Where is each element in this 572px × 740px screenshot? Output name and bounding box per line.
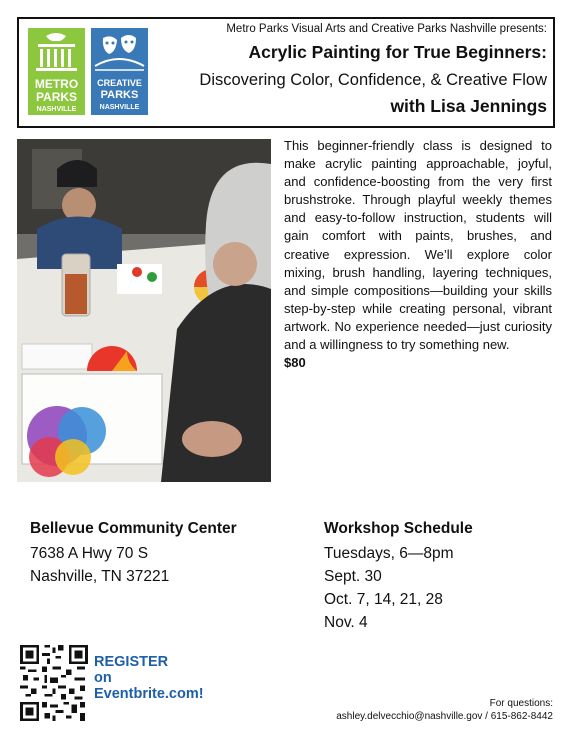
metro-logo-line1: METRO	[34, 77, 79, 91]
course-description	[284, 137, 552, 372]
location-name: Bellevue Community Center	[30, 520, 237, 537]
metro-parks-logo	[28, 28, 85, 115]
register-line1: REGISTER	[94, 654, 169, 670]
creative-parks-logo	[91, 28, 148, 115]
register-line2: on	[94, 670, 112, 686]
creative-logo-line1: CREATIVE	[97, 78, 142, 88]
description-text: This beginner-friendly class is designed to make acrylic painting approachable, joyful, and confidence-boosting from the very first brushstroke. Through playful weekly themes and easy-to-follow instruction, students will gain comfort with paints, brushes, and creative expression. We’ll explore color mixing, brush handling, layering techniques, and simple compositions—building your skills step-by-step while creating personal, vibrant artwork. No experience needed—just curiosity and a willingness to try something new.	[284, 138, 552, 353]
schedule-title: Workshop Schedule	[324, 520, 473, 537]
price: $80	[284, 355, 306, 371]
schedule-line: Sept. 30	[324, 568, 382, 585]
metro-logo-line3: NASHVILLE	[36, 106, 77, 113]
creative-logo-line3: NASHVILLE	[99, 104, 140, 111]
register-link[interactable]	[94, 654, 204, 702]
schedule-line: Tuesdays, 6—8pm	[324, 545, 454, 562]
header-box	[17, 17, 555, 128]
location-address-line1: 7638 A Hwy 70 S	[30, 545, 149, 562]
contact-info	[336, 697, 553, 723]
contact-details[interactable]: ashley.delvecchio@nashville.gov / 615-862-8442	[336, 711, 553, 722]
course-title: Acrylic Painting for True Beginners:	[248, 42, 547, 62]
presents-line: Metro Parks Visual Arts and Creative Parks Nashville presents:	[226, 23, 547, 35]
schedule-line: Oct. 7, 14, 21, 28	[324, 591, 443, 608]
class-photo	[17, 139, 271, 482]
instructor-line: with Lisa Jennings	[390, 96, 547, 116]
schedule-line: Nov. 4	[324, 614, 368, 631]
creative-logo-line2: PARKS	[100, 89, 139, 101]
register-line3: Eventbrite.com!	[94, 686, 204, 702]
metro-logo-line2: PARKS	[35, 90, 78, 104]
qr-code[interactable]	[20, 645, 88, 721]
contact-label: For questions:	[489, 698, 553, 709]
location-address-line2: Nashville, TN 37221	[30, 568, 170, 585]
course-subtitle: Discovering Color, Confidence, & Creative Flow	[199, 71, 547, 89]
